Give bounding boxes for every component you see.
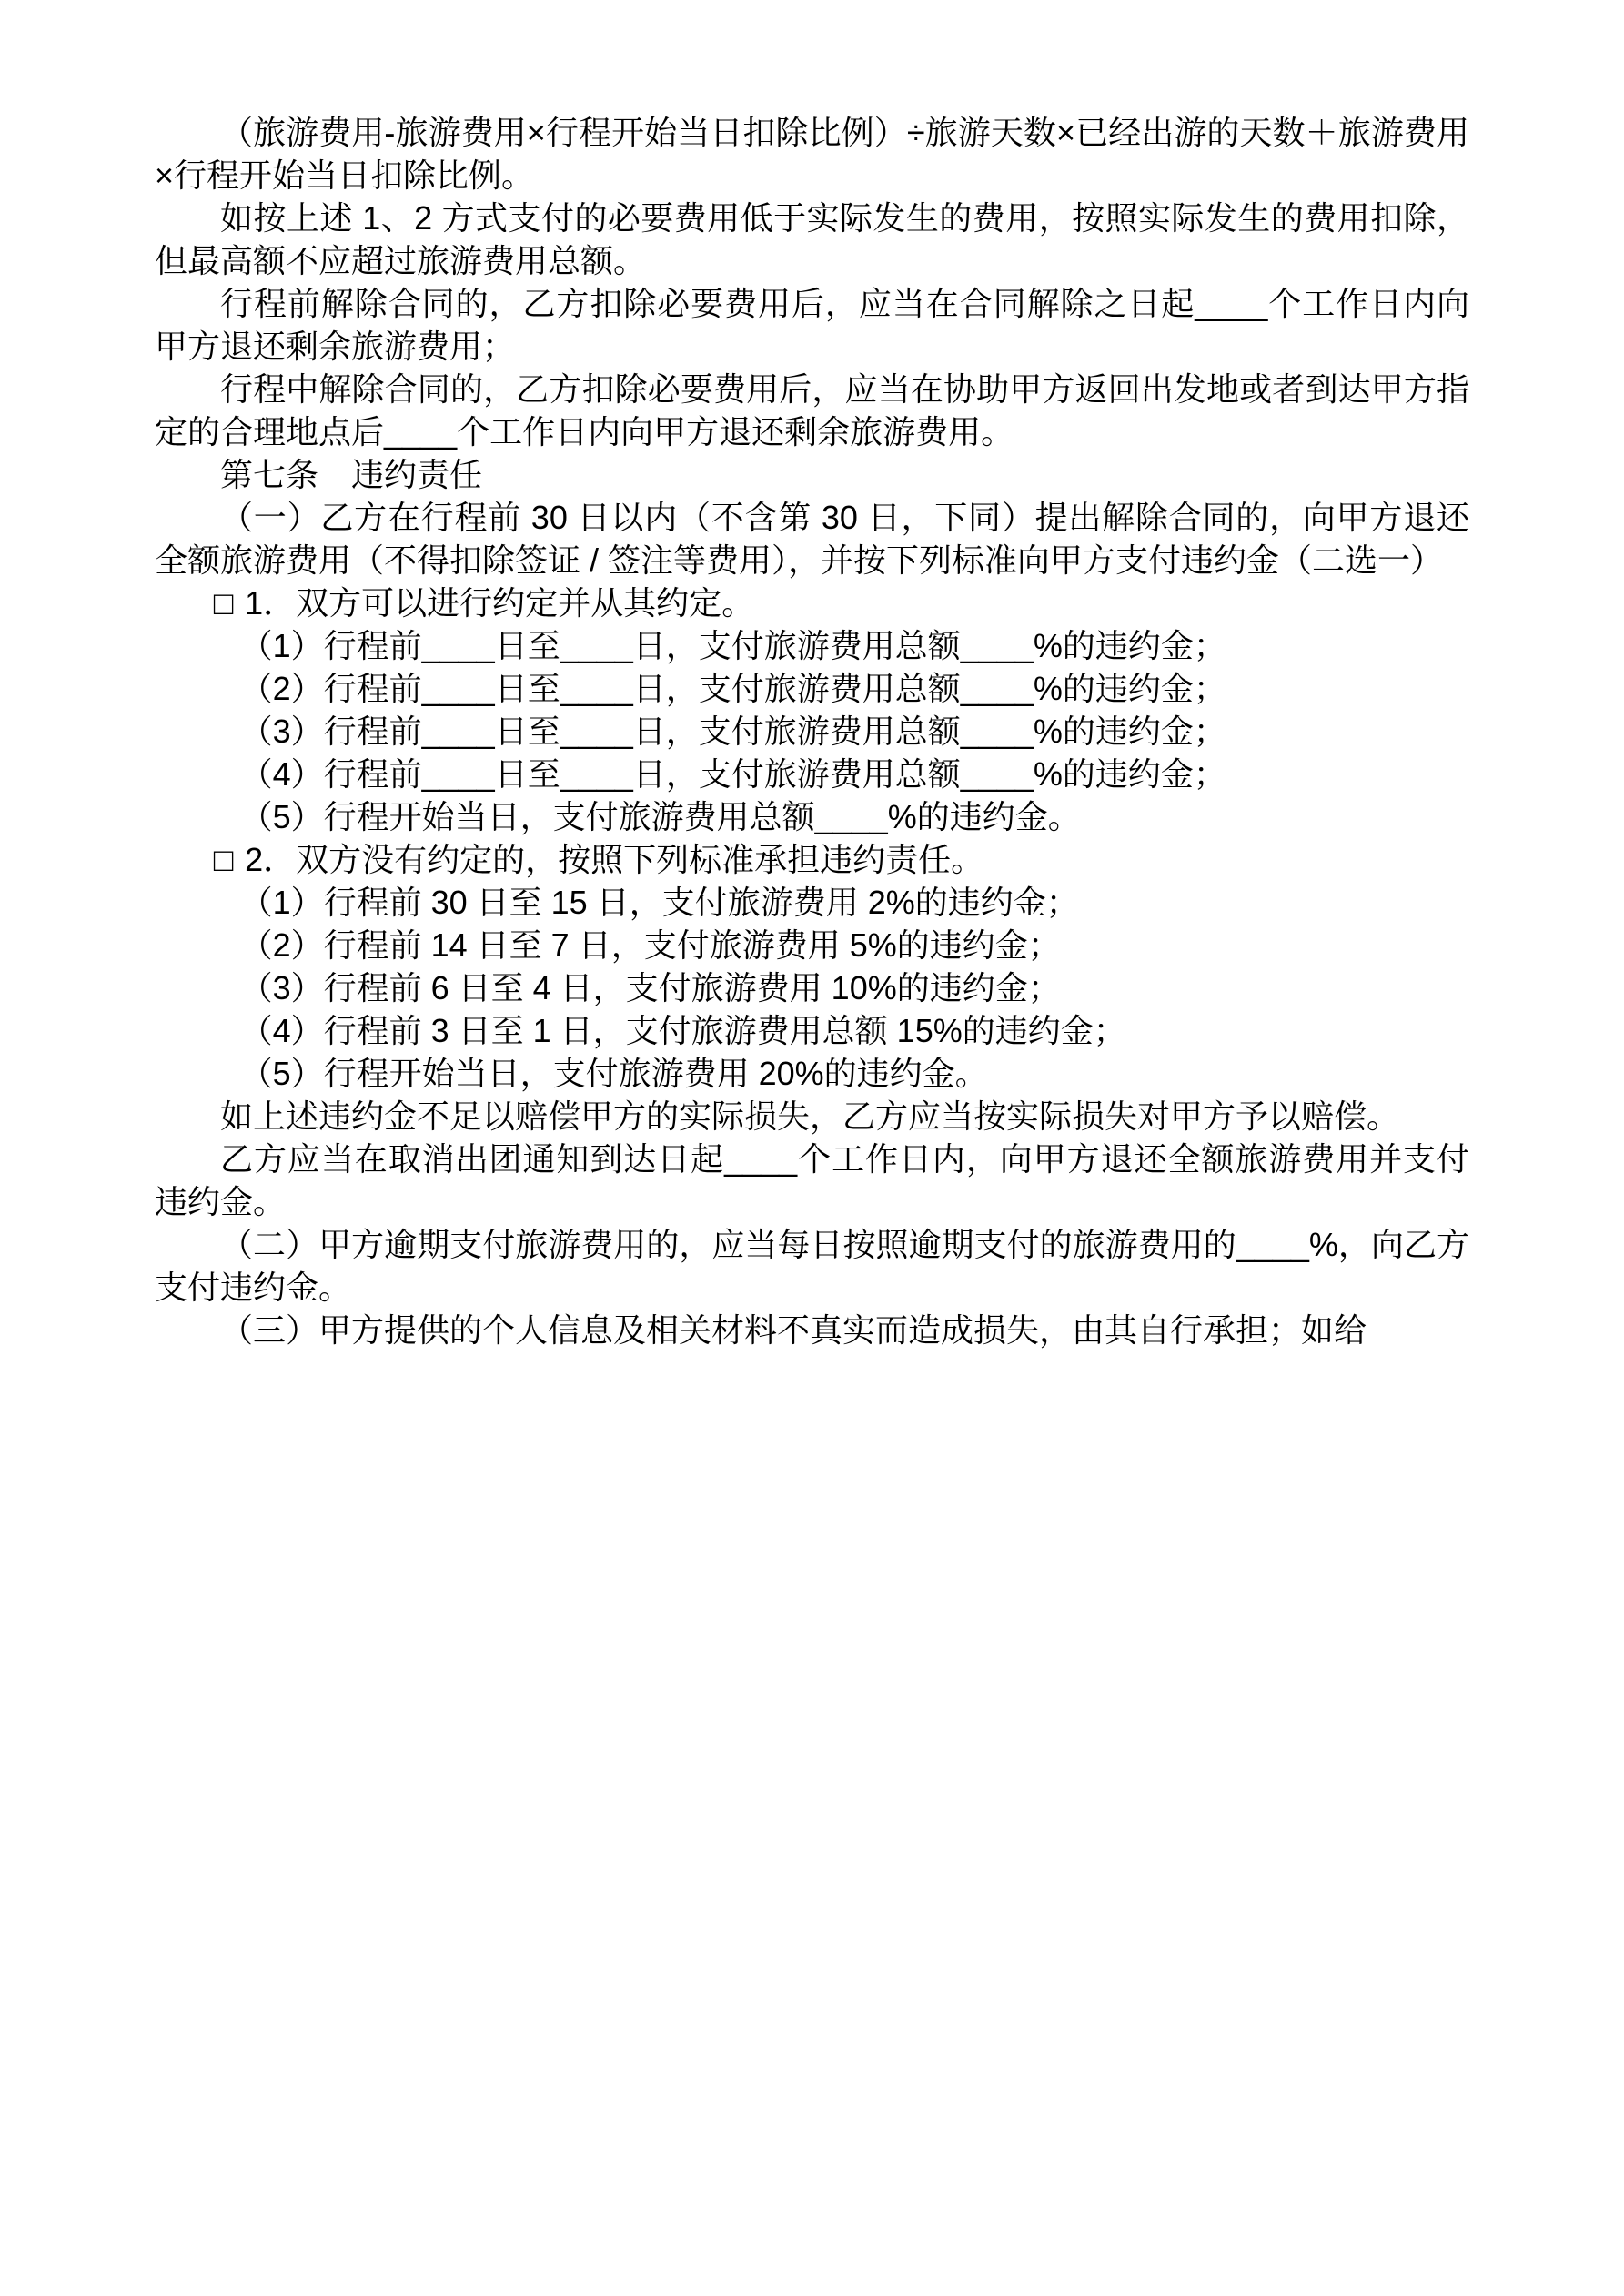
penalty-list-a-row-5: （5）行程开始当日，支付旅游费用总额____%的违约金。 xyxy=(239,798,1081,835)
clause-7-heading: 第七条 违约责任 xyxy=(220,456,483,493)
penalty-list-a-row-4: （4）行程前____日至____日，支付旅游费用总额____%的违约金； xyxy=(239,755,1226,793)
penalty-list-b-row-2: （2）行程前 14 日至 7 日，支付旅游费用 5%的违约金； xyxy=(239,926,1061,964)
penalty-list-b-row-3: （3）行程前 6 日至 4 日，支付旅游费用 10%的违约金； xyxy=(239,969,1061,1006)
penalty-list-b-row-4: （4）行程前 3 日至 1 日，支付旅游费用总额 15%的违约金； xyxy=(239,1012,1126,1049)
option-item-agreed-standard xyxy=(155,582,1469,624)
paragraph-deduction-cap: 如按上述 1、2 方式支付的必要费用低于实际发生的费用，按照实际发生的费用扣除，但最高额不应超过旅游费用总额。 xyxy=(155,199,1469,279)
checkbox-icon: □ xyxy=(213,841,234,878)
paragraph-clause-7-item-2-late-payment: （二）甲方逾期支付旅游费用的，应当每日按照逾期支付的旅游费用的____%，向乙方支付违约金。 xyxy=(155,1226,1469,1306)
penalty-list-b-row-1: （1）行程前 30 日至 15 日，支付旅游费用 2%的违约金； xyxy=(239,884,1079,921)
paragraph-pre-trip-termination-refund: 行程前解除合同的，乙方扣除必要费用后，应当在合同解除之日起____个工作日内向甲方退还剩余旅游费用； xyxy=(155,285,1469,365)
penalty-list-a-row-3: （3）行程前____日至____日，支付旅游费用总额____%的违约金； xyxy=(239,713,1226,750)
paragraph-mid-trip-termination-refund: 行程中解除合同的，乙方扣除必要费用后，应当在协助甲方返回出发地或者到达甲方指定的合理地点后____个工作日内向甲方退还剩余旅游费用。 xyxy=(155,370,1469,450)
paragraph-refund-formula: （旅游费用-旅游费用×行程开始当日扣除比例）÷旅游天数×已经出游的天数＋旅游费用×行程开始当日扣除比例。 xyxy=(155,114,1469,194)
paragraph-clause-7-item-1-intro: （一）乙方在行程前 30 日以内（不含第 30 日，下同）提出解除合同的，向甲方退还全额旅游费用（不得扣除签证 / 签注等费用），并按下列标准向甲方支付违约金（二选一） xyxy=(155,499,1469,579)
checkbox-icon: □ xyxy=(213,584,234,622)
option-label: 1．双方可以进行约定并从其约定。 xyxy=(245,584,755,622)
paragraph-actual-loss-compensation: 如上述违约金不足以赔偿甲方的实际损失，乙方应当按实际损失对甲方予以赔偿。 xyxy=(220,1097,1400,1135)
penalty-list-a-row-2: （2）行程前____日至____日，支付旅游费用总额____%的违约金； xyxy=(239,670,1226,707)
paragraph-tour-cancellation-refund: 乙方应当在取消出团通知到达日起____个工作日内，向甲方退还全额旅游费用并支付违约金。 xyxy=(155,1140,1469,1220)
penalty-list-b-row-5: （5）行程开始当日，支付旅游费用 20%的违约金。 xyxy=(239,1055,988,1092)
option-label: 2．双方没有约定的，按照下列标准承担违约责任。 xyxy=(245,841,984,878)
option-item-default-standard xyxy=(155,838,1469,881)
paragraph-clause-7-item-3-false-info: （三）甲方提供的个人信息及相关材料不真实而造成损失，由其自行承担；如给 xyxy=(220,1311,1367,1349)
penalty-list-a-row-1: （1）行程前____日至____日，支付旅游费用总额____%的违约金； xyxy=(239,627,1226,664)
